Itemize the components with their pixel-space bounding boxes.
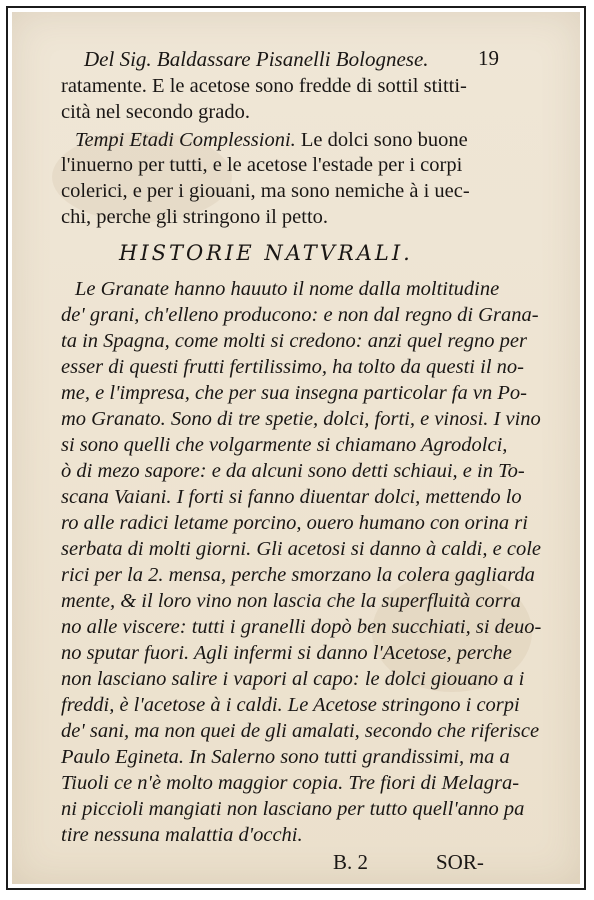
- subheading-inline: Tempi Etadi Complessioni.: [75, 129, 296, 151]
- historie-line: ro alle radici letame porcino, ouero humano con orina ri: [61, 512, 528, 534]
- historie-line: tire nessuna malattia d'occhi.: [61, 824, 303, 846]
- body-line: [75, 126, 468, 153]
- historie-line: esser di questi frutti fertilissimo, ha tolto da questi il no-: [61, 356, 524, 378]
- body-text: Le dolci sono buone: [295, 129, 468, 151]
- historie-line: freddi, è l'acetose à i caldi. Le Acetose stringono i corpi: [61, 694, 520, 716]
- historie-line: scana Vaiani. I forti si fanno diuentar dolci, mettendo lo: [61, 486, 522, 508]
- historie-line: Le Granate hanno hauuto il nome dalla moltitudine: [75, 278, 500, 300]
- body-line: cità nel secondo grado.: [61, 101, 250, 123]
- historie-line: Tiuoli ce n'è molto maggior copia. Tre fiori di Melagra-: [61, 772, 520, 794]
- section-title: HISTORIE NATVRALI.: [119, 241, 413, 265]
- historie-line: de' sani, ma non quei de gli amalati, secondo che riferisce: [61, 720, 540, 742]
- historie-line: no alle viscere: tutti i granelli dopò ben succhiati, si deuo-: [61, 616, 542, 638]
- historie-line: si sono quelli che volgarmente si chiamano Agrodolci,: [61, 434, 508, 456]
- historie-line: ta in Spagna, come molti si credono: anzi quel regno per: [61, 330, 527, 352]
- historie-line: me, e l'impresa, che per sua insegna particolar fa vn Po-: [61, 382, 527, 404]
- page-number: 19: [478, 46, 499, 70]
- historie-line: no sputar fuori. Agli infermi si danno l'Acetose, perche: [61, 642, 512, 664]
- body-line: ratamente. E le acetose sono fredde di sottil stitti-: [61, 75, 467, 97]
- historie-line: non lasciano salire i vapori al capo: le dolci giouano a i: [61, 668, 525, 690]
- body-line: chi, perche gli stringono il petto.: [61, 206, 329, 228]
- historie-line: mente, & il loro vino non lascia che la superfluità corra: [61, 590, 521, 612]
- historie-line: serbata di molti giorni. Gli acetosi si danno à caldi, e cole: [61, 538, 541, 560]
- catchword: SOR-: [436, 850, 484, 874]
- body-line: colerici, e per i giouani, ma sono nemiche à i uec-: [61, 180, 470, 202]
- historie-line: rici per la 2. mensa, perche smorzano la colera gagliarda: [61, 564, 535, 586]
- signature-mark: B. 2: [333, 850, 369, 874]
- historie-line: Paulo Egineta. In Salerno sono tutti grandissimi, ma a: [61, 746, 510, 768]
- running-head: Del Sig. Baldassare Pisanelli Bolognese.: [84, 47, 429, 71]
- body-line: l'inuerno per tutti, e le acetose l'estade per i corpi: [61, 154, 463, 176]
- historie-line: de' grani, ch'elleno producono: e non dal regno di Grana-: [61, 304, 539, 326]
- historie-line: ni piccioli mangiati non lasciano per tutto quell'anno pa: [61, 798, 525, 820]
- historie-line: ò di mezo sapore: e da alcuni sono detti schiaui, e in To-: [61, 460, 525, 482]
- historie-line: mo Granato. Sono di tre spetie, dolci, forti, e vinosi. I vino: [61, 408, 541, 430]
